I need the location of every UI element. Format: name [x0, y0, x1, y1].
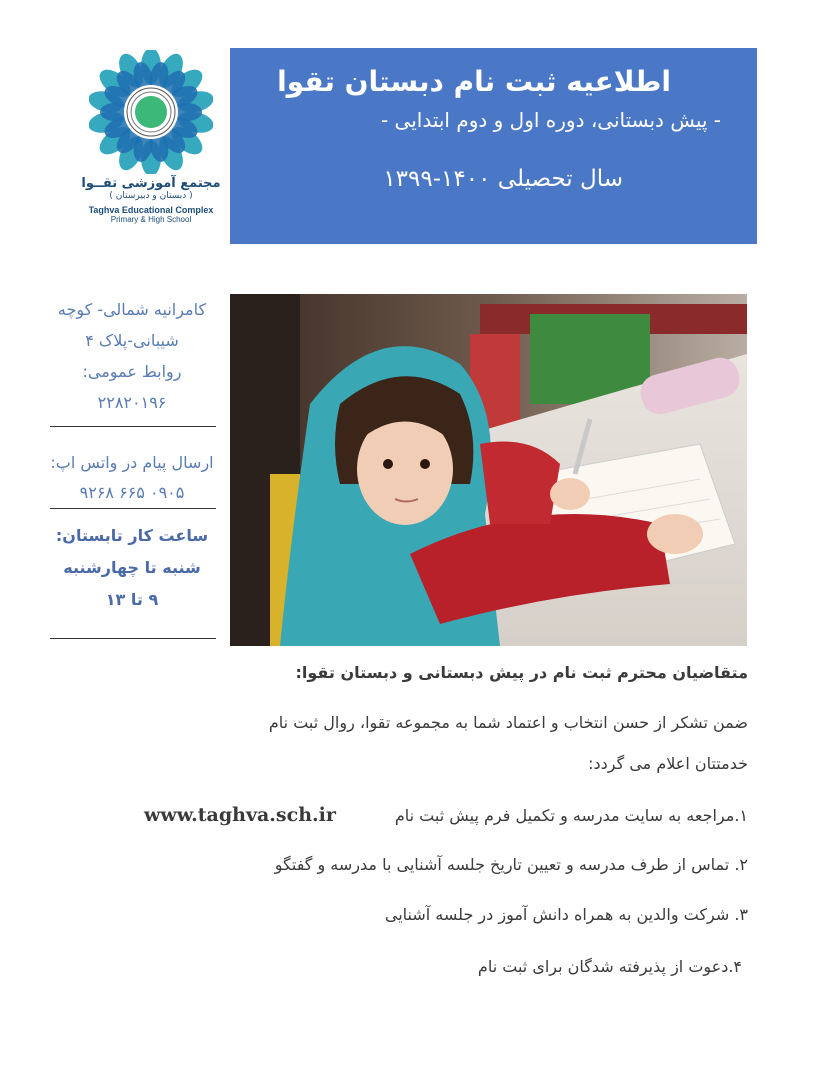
whatsapp-number: ۰۹۰۵ ۶۶۵ ۹۲۶۸ [79, 483, 185, 502]
website-link[interactable]: www.taghva.sch.ir [144, 804, 336, 826]
step-2: ۲. تماس از طرف مدرسه و تعیین تاریخ جلسه آشنایی با مدرسه و گفتگو [274, 855, 748, 874]
hours-time: ۹ تا ۱۳ [105, 590, 159, 609]
divider [50, 426, 216, 427]
divider [50, 508, 216, 509]
step-1: ۱.مراجعه به سایت مدرسه و تکمیل فرم پیش ثبت نام [394, 806, 748, 825]
logo-name-fa: مجتمع آموزشی تقــوا [81, 176, 221, 191]
public-relations-label: روابط عمومی: [82, 362, 182, 381]
step-4: ۴.دعوت از پذیرفته شدگان برای ثبت نام [477, 957, 742, 976]
summer-hours [48, 520, 216, 616]
contact-info [48, 294, 216, 418]
whatsapp-info [48, 448, 216, 508]
address-line-2: شیبانی-پلاک ۴ [85, 331, 179, 350]
hours-title: ساعت کار تابستان: [55, 526, 209, 545]
divider [50, 638, 216, 639]
flower-emblem-icon [89, 50, 213, 174]
logo-sub-fa: ( دبستان و دبیرستان ) [109, 191, 193, 201]
page-title: اطلاعیه ثبت نام دبستان تقوا [277, 65, 671, 98]
hours-days: شنبه تا چهارشنبه [63, 558, 201, 577]
page-subtitle: - پیش دبستانی، دوره اول و دوم ابتدایی - [380, 108, 721, 132]
intro-line-1: ضمن تشکر از حسن انتخاب و اعتماد شما به مجموعه تقوا، روال ثبت نام [268, 713, 748, 732]
public-relations-phone: ۲۲۸۲۰۱۹۶ [97, 393, 167, 412]
academic-year: سال تحصیلی ۱۴۰۰-۱۳۹۹ [383, 166, 623, 192]
intro-line-2: خدمتتان اعلام می گردد: [588, 754, 748, 773]
announcement-header [230, 48, 757, 244]
school-logo [72, 50, 230, 250]
notice-heading: متقاضیان محترم ثبت نام در پیش دبستانی و دبستان تقوا: [295, 663, 748, 682]
student-writing-photo [230, 294, 747, 646]
whatsapp-label: ارسال پیام در واتس اپ: [50, 453, 214, 472]
step-3: ۳. شرکت والدین به همراه دانش آموز در جلسه آشنایی [384, 905, 748, 924]
address-line-1: کامرانیه شمالی- کوچه [57, 300, 207, 319]
logo-sub-en: Primary & High School [110, 215, 192, 224]
logo-name-en: Taghva Educational Complex [88, 205, 214, 215]
